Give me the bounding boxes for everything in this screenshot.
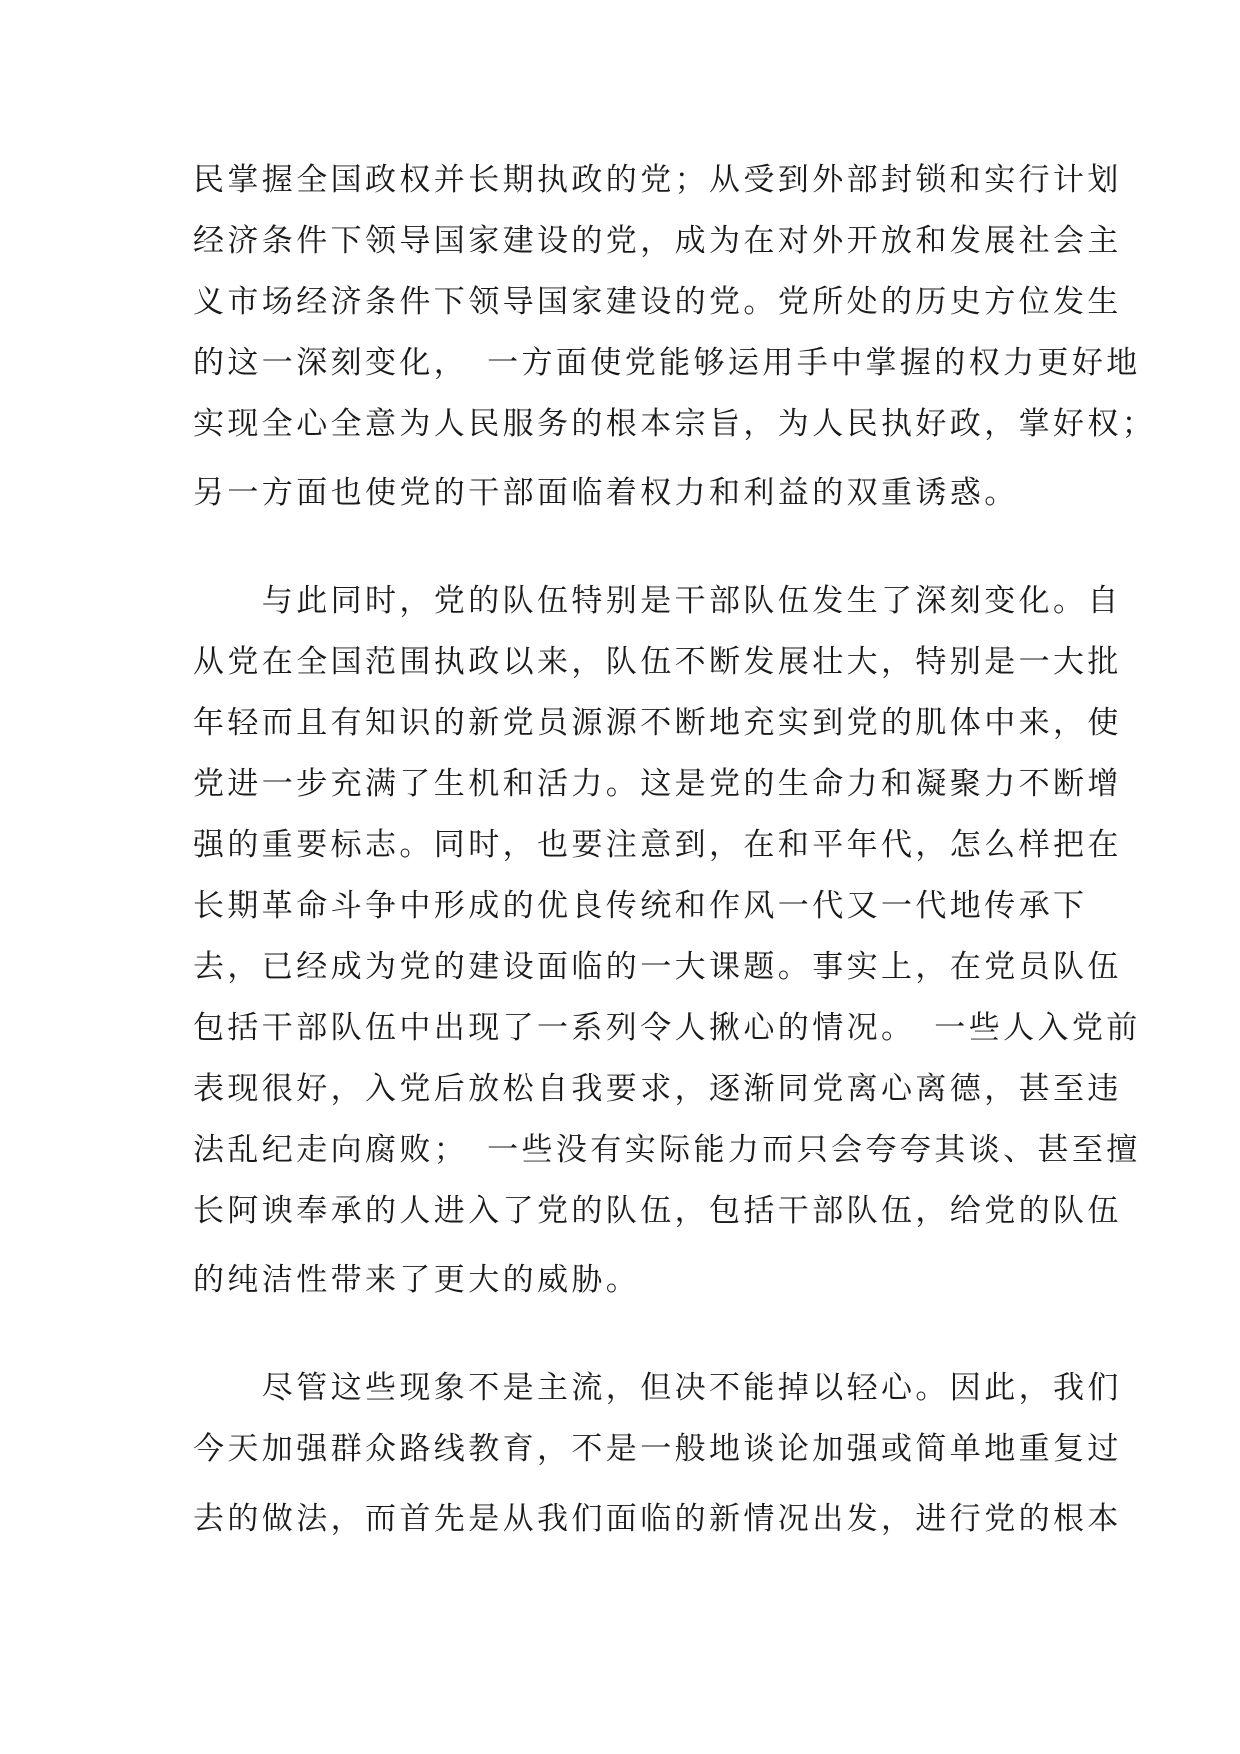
body-text <box>193 150 1157 1550</box>
text-line: 法乱纪走向腐败； 一些没有实际能力而只会夸夸其谈、甚至擅 <box>193 1132 1141 1168</box>
text-line: 去的做法，而首先是从我们面临的新情况出发，进行党的根本 <box>193 1501 1122 1537</box>
text-line: 民掌握全国政权并长期执政的党；从受到外部封锁和实行计划 <box>193 162 1122 198</box>
text-line: 经济条件下领导国家建设的党，成为在对外开放和发展社会主 <box>193 223 1122 259</box>
text-line: 从党在全国范围执政以来，队伍不断发展壮大，特别是一大批 <box>193 644 1122 680</box>
paragraph-2 <box>193 571 1141 1308</box>
text-line: 与此同时，党的队伍特别是干部队伍发生了深刻变化。自 <box>193 583 1122 619</box>
text-line: 今天加强群众路线教育，不是一般地谈论加强或简单地重复过 <box>193 1431 1122 1467</box>
text-line: 的纯洁性带来了更大的威胁。 <box>193 1262 641 1298</box>
text-line: 尽管这些现象不是主流，但决不能掉以轻心。因此，我们 <box>193 1370 1122 1406</box>
text-line: 去，已经成为党的建设面临的一大课题。事实上，在党员队伍 <box>193 949 1122 985</box>
text-line: 党进一步充满了生机和活力。这是党的生命力和凝聚力不断增 <box>193 766 1122 802</box>
text-line: 义市场经济条件下领导国家建设的党。党所处的历史方位发生 <box>193 284 1122 320</box>
text-line: 另一方面也使党的干部面临着权力和利益的双重诱惑。 <box>193 475 1019 511</box>
text-line: 强的重要标志。同时，也要注意到，在和平年代，怎么样把在 <box>193 827 1122 863</box>
paragraph-3 <box>193 1358 1122 1550</box>
text-line: 包括干部队伍中出现了一系列令人揪心的情况。 一些人入党前 <box>193 1010 1141 1046</box>
text-line: 的这一深刻变化， 一方面使党能够运用手中掌握的权力更好地 <box>193 345 1141 381</box>
text-line: 实现全心全意为人民服务的根本宗旨，为人民执好政，掌好权； <box>193 406 1157 442</box>
text-line: 表现很好，入党后放松自我要求，逐渐同党离心离德，甚至违 <box>193 1071 1122 1107</box>
text-line: 长期革命斗争中形成的优良传统和作风一代又一代地传承下 <box>193 888 1088 924</box>
text-line: 长阿谀奉承的人进入了党的队伍，包括干部队伍，给党的队伍 <box>193 1193 1122 1229</box>
text-line: 年轻而且有知识的新党员源源不断地充实到党的肌体中来，使 <box>193 705 1122 741</box>
paragraph-1 <box>193 150 1157 521</box>
